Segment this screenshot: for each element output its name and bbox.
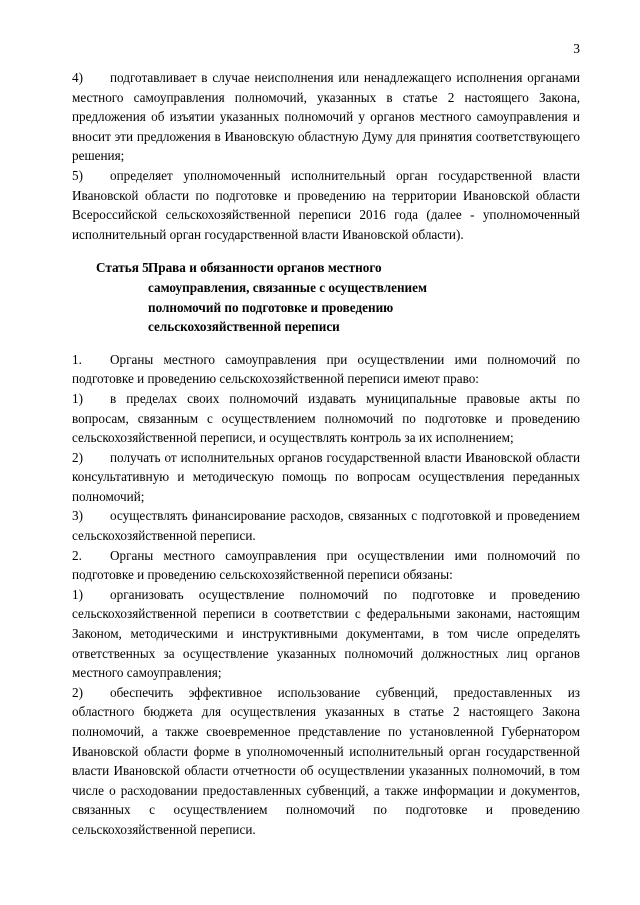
paragraph-text: подготавливает в случае неисполнения или ненадлежащего исполнения органами местного самоуправления полномочий, указанных в статье 2 настоящего Закона, предложения об изъятии указанных полномочий у органов местного самоуправления и вносит эти предложения в Ивановскую областную Думу для принятия соответствующего решения; — [72, 70, 580, 164]
article-label: Статья 5. — [96, 260, 153, 276]
word: по — [224, 299, 239, 315]
paragraph-2 — [72, 546, 580, 585]
word: полномочий — [148, 299, 222, 315]
paragraph-text: получать от исполнительных органов государственной власти Ивановской области консультативную и методическую помощь по вопросам осуществления переданных полномочий; — [72, 449, 580, 504]
word: осуществлением — [328, 279, 427, 295]
paragraph-marker: 1) — [72, 390, 83, 406]
word: местного — [327, 260, 382, 276]
article-title-line-1 — [148, 258, 580, 278]
paragraph-5 — [72, 166, 580, 244]
article-title-line-2 — [148, 278, 580, 298]
paragraph-2-1 — [72, 585, 580, 683]
paragraph-1-2 — [72, 448, 580, 507]
word: подготовке — [241, 299, 308, 315]
word: обязанности — [200, 260, 274, 276]
paragraph-text: Органы местного самоуправления при осуществлении ими полномочий по подготовке и проведению сельскохозяйственной переписи обязаны: — [72, 547, 580, 583]
article-heading — [72, 258, 580, 336]
word: и — [189, 260, 197, 276]
paragraph-marker: 3) — [72, 508, 83, 524]
paragraph-2-2 — [72, 683, 580, 840]
paragraph-marker: 1. — [72, 351, 82, 367]
paragraph-marker: 5) — [72, 167, 83, 183]
paragraph-text: в пределах своих полномочий издавать муниципальные правовые акты по вопросам, связанным с осуществлением полномочий по подготовке и проведению сельскохозяйственной переписи, и осуществлять контроль за их исполнением; — [72, 390, 580, 446]
article-title-line-4: сельскохозяйственной переписи — [148, 319, 340, 335]
paragraph-1 — [72, 350, 580, 389]
paragraph-1-1 — [72, 389, 580, 448]
word: и — [310, 299, 319, 315]
word: самоуправления, — [148, 279, 250, 295]
word: проведению — [321, 299, 394, 315]
paragraph-text: обеспечить эффективное использование субвенций, предоставленных из областного бюджета для осуществления указанных в статье 2 настоящего Закона полномочий, а также своевременное представление по установленной Губернатором Ивановской области форме в уполномоченный исполнительный орган государственной власти Ивановской области отчетности об осуществлении указанных полномочий, в том числе о расходовании предоставленных субвенций, а также информации и документов, связанных с осуществлением полномочий по подготовке и проведению сельскохозяйственной переписи. — [72, 684, 580, 837]
document-body — [72, 68, 580, 840]
paragraph-1-3 — [72, 506, 580, 545]
paragraph-marker: 2. — [72, 547, 82, 563]
word: с — [319, 279, 326, 295]
word: связанные — [252, 279, 316, 295]
article-title — [148, 258, 580, 336]
word: Права — [148, 260, 186, 276]
paragraph-marker: 2) — [72, 684, 83, 700]
paragraph-text: определяет уполномоченный исполнительный орган государственной власти Ивановской области по подготовке и проведению на территории Ивановской области Всероссийской сельскохозяйственной переписи 2016 года (далее - уполномоченный исполнительный орган государственной власти Ивановской области). — [72, 167, 580, 242]
paragraph-text: осуществлять финансирование расходов, связанных с подготовкой и проведением сельскохозяйственной переписи. — [72, 508, 580, 544]
paragraph-marker: 2) — [72, 449, 83, 465]
page-number: 3 — [573, 41, 580, 56]
paragraph-4 — [72, 68, 580, 166]
word: органов — [277, 260, 325, 276]
paragraph-text: организовать осуществление полномочий по подготовке и проведению сельскохозяйственной переписи в соответствии с федеральными законами, настоящим Законом, методическими и инструктивными документами, в том числе определять ответственных за осуществление указанных полномочий должностных лиц органов местного самоуправления; — [72, 586, 580, 681]
paragraph-text: Органы местного самоуправления при осуществлении ими полномочий по подготовке и проведению сельскохозяйственной переписи имеют право: — [72, 351, 580, 387]
paragraph-marker: 1) — [72, 586, 83, 602]
article-title-line-3 — [148, 298, 580, 318]
paragraph-marker: 4) — [72, 70, 83, 85]
